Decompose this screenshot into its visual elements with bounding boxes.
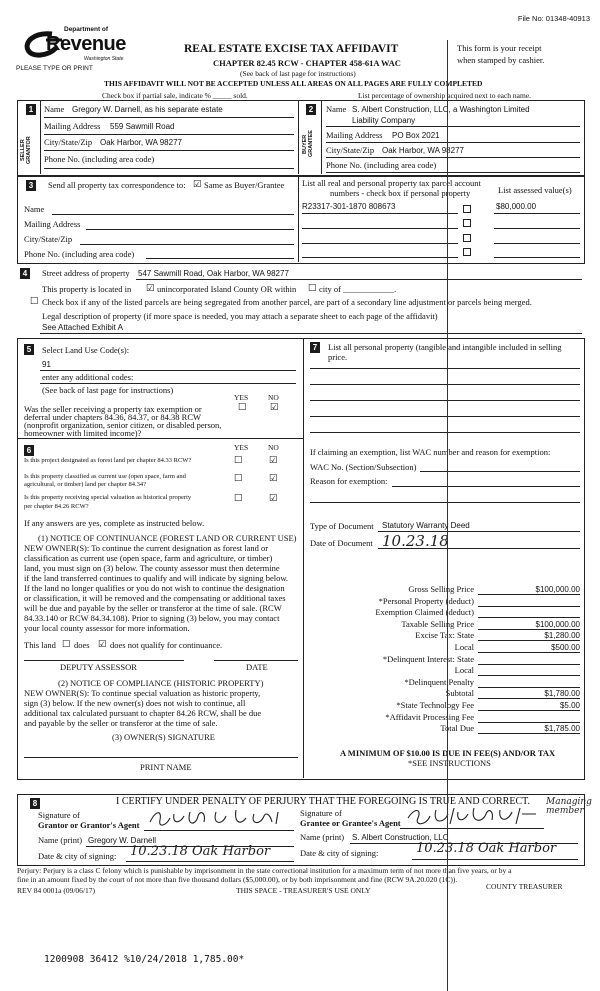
grantee-signature[interactable] — [404, 806, 554, 828]
fee-label: *Delinquent Interest: State — [382, 653, 474, 664]
city-of-checkbox[interactable]: ☐ — [308, 284, 317, 294]
corr-phone-label: Phone No. (including area code) — [24, 249, 135, 259]
unincorporated-checkbox[interactable]: ☑ — [146, 284, 155, 294]
corr-name-label: Name — [24, 204, 45, 214]
list-percentage: List percentage of ownership acquired next to each name. — [358, 91, 532, 100]
section-7-number: 7 — [310, 342, 320, 353]
doc-type-value[interactable]: Statutory Warranty Deed — [382, 521, 470, 530]
exemption-q-2: deferral under chapters 84.36, 84.37, or 84.38 RCW — [24, 412, 202, 422]
section-6-number: 6 — [24, 445, 34, 456]
doc-date-value[interactable]: 10.23.18 — [382, 532, 449, 550]
notice2-line-5: and payable by the seller or transferor at the time of sale. — [24, 718, 218, 728]
historic-q-1: Is this property receiving special valuation as historical property — [24, 494, 192, 501]
does-not-label: does not qualify for continuance. — [110, 640, 223, 650]
current-use-yes-checkbox[interactable]: ☐ — [234, 474, 243, 484]
fee-label: Total Due — [440, 723, 474, 734]
notice2-line-3: sign (3) below. If the new owner(s) does not wish to continue, all — [24, 698, 246, 708]
perjury-line-1: Perjury: Perjury is a class C felony which is punishable by imprisonment in the state correctional institution for a maximum term of not more than five years, or by a — [17, 866, 512, 875]
forest-no-checkbox[interactable]: ☑ — [269, 456, 278, 466]
county-treasurer: COUNTY TREASURER — [486, 882, 563, 891]
fee-value[interactable]: $5.00 — [559, 701, 580, 710]
does-label: does — [74, 640, 90, 650]
section-3-number: 3 — [26, 180, 36, 191]
segregated-checkbox[interactable]: ☐ — [30, 297, 39, 307]
legal-description-label: Legal description of property (if more space is needed, you may attach a separate sheet to each page of the affidavit) — [42, 311, 438, 321]
land-use-see-back: (See back of last page for instructions) — [42, 385, 174, 395]
notice1-line-1: (1) NOTICE OF CONTINUANCE (FOREST LAND OR CURRENT USE) — [38, 533, 297, 543]
treasurer-use: THIS SPACE - TREASURER'S USE ONLY — [236, 886, 371, 895]
fee-label: *Affidavit Processing Fee — [385, 711, 474, 722]
grantor-sig-label-2: Grantor or Grantor's Agent — [38, 820, 140, 830]
forest-yes-checkbox[interactable]: ☐ — [234, 456, 243, 466]
grantor-sig-label-1: Signature of — [38, 810, 80, 820]
land-use-label: Select Land Use Code(s): — [42, 345, 130, 355]
corr-city-label: City/State/Zip — [24, 234, 73, 244]
city-of-label: city of ____________. — [319, 284, 397, 294]
reason-label: Reason for exemption: — [310, 476, 388, 486]
section-4-number: 4 — [20, 268, 30, 279]
seller-mailing-label: Mailing Address — [44, 121, 101, 131]
grantee-sig-label-2: Grantee or Grantee's Agent — [300, 818, 401, 828]
parcel-personal-checkbox-1[interactable] — [463, 205, 471, 213]
rev-number: REV 84 0001a (09/06/17) — [17, 886, 95, 895]
logo-dept: Department of — [64, 26, 109, 33]
exemption-q-1: Was the seller receiving a property tax exemption or — [24, 404, 202, 414]
exemption-q-3: (nonprofit organization, senior citizen, or disabled person, — [24, 420, 222, 430]
notice2-line-4: additional tax calculated pursuant to chapter 84.26 RCW, shall be due — [24, 708, 262, 718]
current-use-q-1: Is this property classified as current use (open space, farm and — [24, 473, 186, 480]
fee-label: Local — [454, 665, 474, 676]
doc-date-label: Date of Document — [310, 538, 373, 548]
please-type: PLEASE TYPE OR PRINT — [16, 65, 93, 72]
notice2-line-2: NEW OWNER(S): To continue special valuation as historic property, — [24, 688, 261, 698]
see-instructions: *SEE INSTRUCTIONS — [408, 758, 491, 768]
assessed-header: List assessed value(s) — [498, 185, 572, 195]
seller-mailing-value[interactable]: 559 Sawmill Road — [110, 122, 175, 131]
segregated-text: Check box if any of the listed parcels are being segregated from another parcel, are part of a secondary line adjustment or parcels being merged. — [42, 297, 532, 307]
fee-label: Taxable Selling Price — [401, 618, 474, 629]
logo-state: Washington State — [84, 56, 124, 62]
notice1-line-3: classification as current use (open space, farm and agriculture, or timber) — [24, 553, 273, 563]
seller-name-label: Name — [44, 104, 65, 114]
fee-value[interactable]: $100,000.00 — [535, 619, 580, 629]
notice1-line-10: your local county assessor for more information. — [24, 623, 190, 633]
parcel-personal-checkbox-2[interactable] — [463, 219, 471, 227]
street-address-label: Street address of property — [42, 268, 130, 278]
fee-value[interactable]: $1,785.00 — [544, 724, 580, 734]
grantor-date-value[interactable]: 10.23.18 Oak Harbor — [130, 844, 271, 859]
forest-land-q: Is this project designated as forest land per chapter 84.33 RCW? — [24, 457, 192, 464]
current-use-no-checkbox[interactable]: ☑ — [269, 474, 278, 484]
notice1-line-6: If the land no longer qualifies or you do not wish to continue the designation — [24, 583, 285, 593]
deputy-assessor-label: DEPUTY ASSESSOR — [60, 662, 137, 672]
parcel-number-value[interactable]: R23317-301-1870 808673 — [302, 202, 396, 211]
same-as-checkbox[interactable]: ☑ — [193, 180, 202, 190]
historic-q-2: per chapter 84.26 RCW? — [24, 503, 89, 510]
logo-revenue: Revenue — [46, 33, 126, 55]
print-name-label: PRINT NAME — [140, 762, 192, 772]
buyer-name-value-1[interactable]: S. Albert Construction, LLC, a Washington Limited — [352, 105, 530, 114]
s5-yes-header: YES — [234, 393, 249, 402]
section-2-number: 2 — [306, 104, 316, 115]
buyer-side-label: BUYER GRANTEE — [302, 130, 314, 158]
grantor-date-label: Date & city of signing: — [38, 851, 117, 861]
seller-name-value[interactable]: Gregory W. Darnell, as his separate estate — [72, 105, 223, 114]
additional-codes-label: enter any additional codes: — [42, 372, 134, 382]
exemption-q-4: homeowner with limited income)? — [24, 428, 142, 438]
receipt-note-1: This form is your receipt — [457, 43, 542, 53]
dor-logo — [22, 26, 132, 66]
cashier-stamp: 1200908 36412 %10/24/2018 1,785.00* — [44, 954, 245, 965]
grantee-title: Managing member — [546, 797, 592, 816]
assessed-value[interactable]: $80,000.00 — [496, 202, 537, 211]
perjury-line-2: fine in an amount fixed by the court of not more than five thousand dollars ($5,000.00), or by both imprisonment and fine (RCW 9A.20.020 (1C)). — [17, 875, 458, 884]
seller-city-label: City/State/Zip — [44, 137, 93, 147]
same-as-label: Same as Buyer/Grantee — [204, 180, 285, 190]
wac-claim-label: If claiming an exemption, list WAC number and reason for exemption: — [310, 447, 551, 457]
fee-label: *Personal Property (deduct) — [378, 595, 474, 606]
section-1-number: 1 — [26, 104, 36, 115]
does-not-checkbox[interactable]: ☑ — [98, 640, 107, 650]
minimum-fee-note: A MINIMUM OF $10.00 IS DUE IN FEE(S) AND/OR TAX — [340, 748, 556, 758]
grantor-signature[interactable] — [146, 808, 296, 830]
street-address-value[interactable]: 547 Sawmill Road, Oak Harbor, WA 98277 — [138, 269, 289, 278]
warning-text: THIS AFFIDAVIT WILL NOT BE ACCEPTED UNLESS ALL AREAS ON ALL PAGES ARE FULLY COMPLETED — [104, 79, 483, 88]
file-number: File No: 01348-40913 — [517, 14, 590, 23]
form-title: REAL ESTATE EXCISE TAX AFFIDAVIT — [184, 43, 399, 55]
grantee-date-value[interactable]: 10.23.18 Oak Harbor — [416, 841, 557, 856]
fee-label: Local — [454, 642, 474, 652]
fee-value[interactable]: $100,000.00 — [535, 585, 580, 594]
section-8-number: 8 — [30, 798, 40, 809]
doc-type-label: Type of Document — [310, 521, 374, 531]
fee-value[interactable]: $1,780.00 — [544, 689, 580, 699]
grantee-print-value[interactable]: S. Albert Construction, LLC — [352, 833, 449, 842]
fee-label: Subtotal — [445, 688, 474, 699]
fee-label: *State Technology Fee — [396, 700, 474, 710]
buyer-name-label: Name — [326, 104, 347, 114]
this-land-label: This land — [24, 640, 56, 650]
buyer-city-value[interactable]: Oak Harbor, WA 98277 — [382, 146, 464, 155]
parcel-personal-checkbox-3[interactable] — [463, 234, 471, 242]
corr-mailing-label: Mailing Address — [24, 219, 81, 229]
owner-signature-label: (3) OWNER(S) SIGNATURE — [112, 732, 215, 742]
section-5-number: 5 — [24, 344, 34, 355]
located-in-text: This property is located in — [42, 284, 132, 294]
buyer-phone-label: Phone No. (including area code) — [326, 160, 437, 170]
buyer-mailing-value[interactable]: PO Box 2021 — [392, 131, 440, 140]
wac-no-label: WAC No. (Section/Subsection) — [310, 462, 417, 472]
s5-no-header: NO — [268, 393, 279, 402]
notice1-line-7: or classification, it will be removed and the compensating or additional taxes — [24, 593, 286, 603]
notice1-line-2: NEW OWNER(S): To continue the current designation as forest land or — [24, 543, 269, 553]
form-see-back: (See back of last page for instructions) — [240, 69, 356, 78]
grantee-print-label: Name (print) — [300, 832, 345, 842]
buyer-name-value-2[interactable]: Liability Company — [352, 116, 416, 125]
buyer-city-label: City/State/Zip — [326, 145, 375, 155]
form-chapter: CHAPTER 82.45 RCW - CHAPTER 458-61A WAC — [213, 58, 401, 68]
land-use-code[interactable]: 91 — [42, 360, 51, 369]
located-in-text-2: unincorporated Island County OR within — [157, 284, 297, 294]
notice2-line-1: (2) NOTICE OF COMPLIANCE (HISTORIC PROPERTY) — [58, 678, 264, 688]
s6-no-header: NO — [268, 443, 279, 452]
current-use-q-2: agricultural, or timber) land per chapter 84.34? — [24, 481, 147, 488]
receipt-note-2: when stamped by cashier. — [457, 55, 545, 65]
historic-no-checkbox[interactable]: ☑ — [269, 494, 278, 504]
notice1-line-5: if the land transferred continues to qualify and will indicate by signing below. — [24, 573, 289, 583]
parcel-header-1: List all real and personal property tax parcel account — [302, 178, 481, 188]
personal-property-label-1: List all personal property (tangible and intangible included in selling — [328, 342, 562, 352]
fee-label: Exemption Claimed (deduct) — [375, 607, 474, 618]
notice1-line-4: land, you must sign on (3) below. The county assessor must then determine — [24, 563, 280, 573]
s6-yes-header: YES — [234, 443, 249, 452]
exemption-no-checkbox[interactable]: ☑ — [270, 403, 279, 413]
parcel-header-2: numbers - check box if personal property — [330, 188, 471, 198]
grantor-print-label: Name (print) — [38, 835, 83, 845]
assessor-date-label: DATE — [246, 662, 268, 672]
exemption-yes-checkbox[interactable]: ☐ — [238, 403, 247, 413]
does-checkbox[interactable]: ☐ — [62, 640, 71, 650]
grantor-print-value[interactable]: Gregory W. Darnell — [88, 836, 157, 845]
buyer-mailing-label: Mailing Address — [326, 130, 383, 140]
seller-side-label: SELLER GRANTOR — [20, 136, 32, 164]
parcel-personal-checkbox-4[interactable] — [463, 248, 471, 256]
if-yes-text: If any answers are yes, complete as instructed below. — [24, 518, 205, 528]
grantee-date-label: Date & city of signing: — [300, 848, 379, 858]
fee-label: Excise Tax: State — [415, 630, 474, 641]
fee-value[interactable]: $1,280.00 — [544, 631, 580, 641]
scan-artifact-line — [447, 40, 448, 991]
notice1-line-8: will be due and payable by the seller or transferor at the time of sale. (RCW — [24, 603, 282, 613]
notice1-line-9: 84.33.140 or RCW 84.34.108). Prior to signing (3) below, you may contact — [24, 613, 280, 623]
certify-statement: I CERTIFY UNDER PENALTY OF PERJURY THAT THE FOREGOING IS TRUE AND CORRECT. — [116, 796, 530, 807]
seller-phone-label: Phone No. (including area code) — [44, 154, 155, 164]
historic-yes-checkbox[interactable]: ☐ — [234, 494, 243, 504]
grantee-sig-label-1: Signature of — [300, 808, 342, 818]
fee-value[interactable]: $500.00 — [551, 643, 580, 652]
fee-label: Gross Selling Price — [408, 584, 474, 594]
seller-city-value[interactable]: Oak Harbor, WA 98277 — [100, 138, 182, 147]
fee-label: *Delinquent Penalty — [404, 676, 474, 687]
legal-description-value[interactable]: See Attached Exhibit A — [42, 323, 123, 332]
send-correspondence-label: Send all property tax correspondence to: — [48, 180, 186, 190]
partial-sale: Check box if partial sale, indicate % _____ sold. — [102, 91, 248, 100]
personal-property-label-2: price. — [328, 352, 348, 362]
